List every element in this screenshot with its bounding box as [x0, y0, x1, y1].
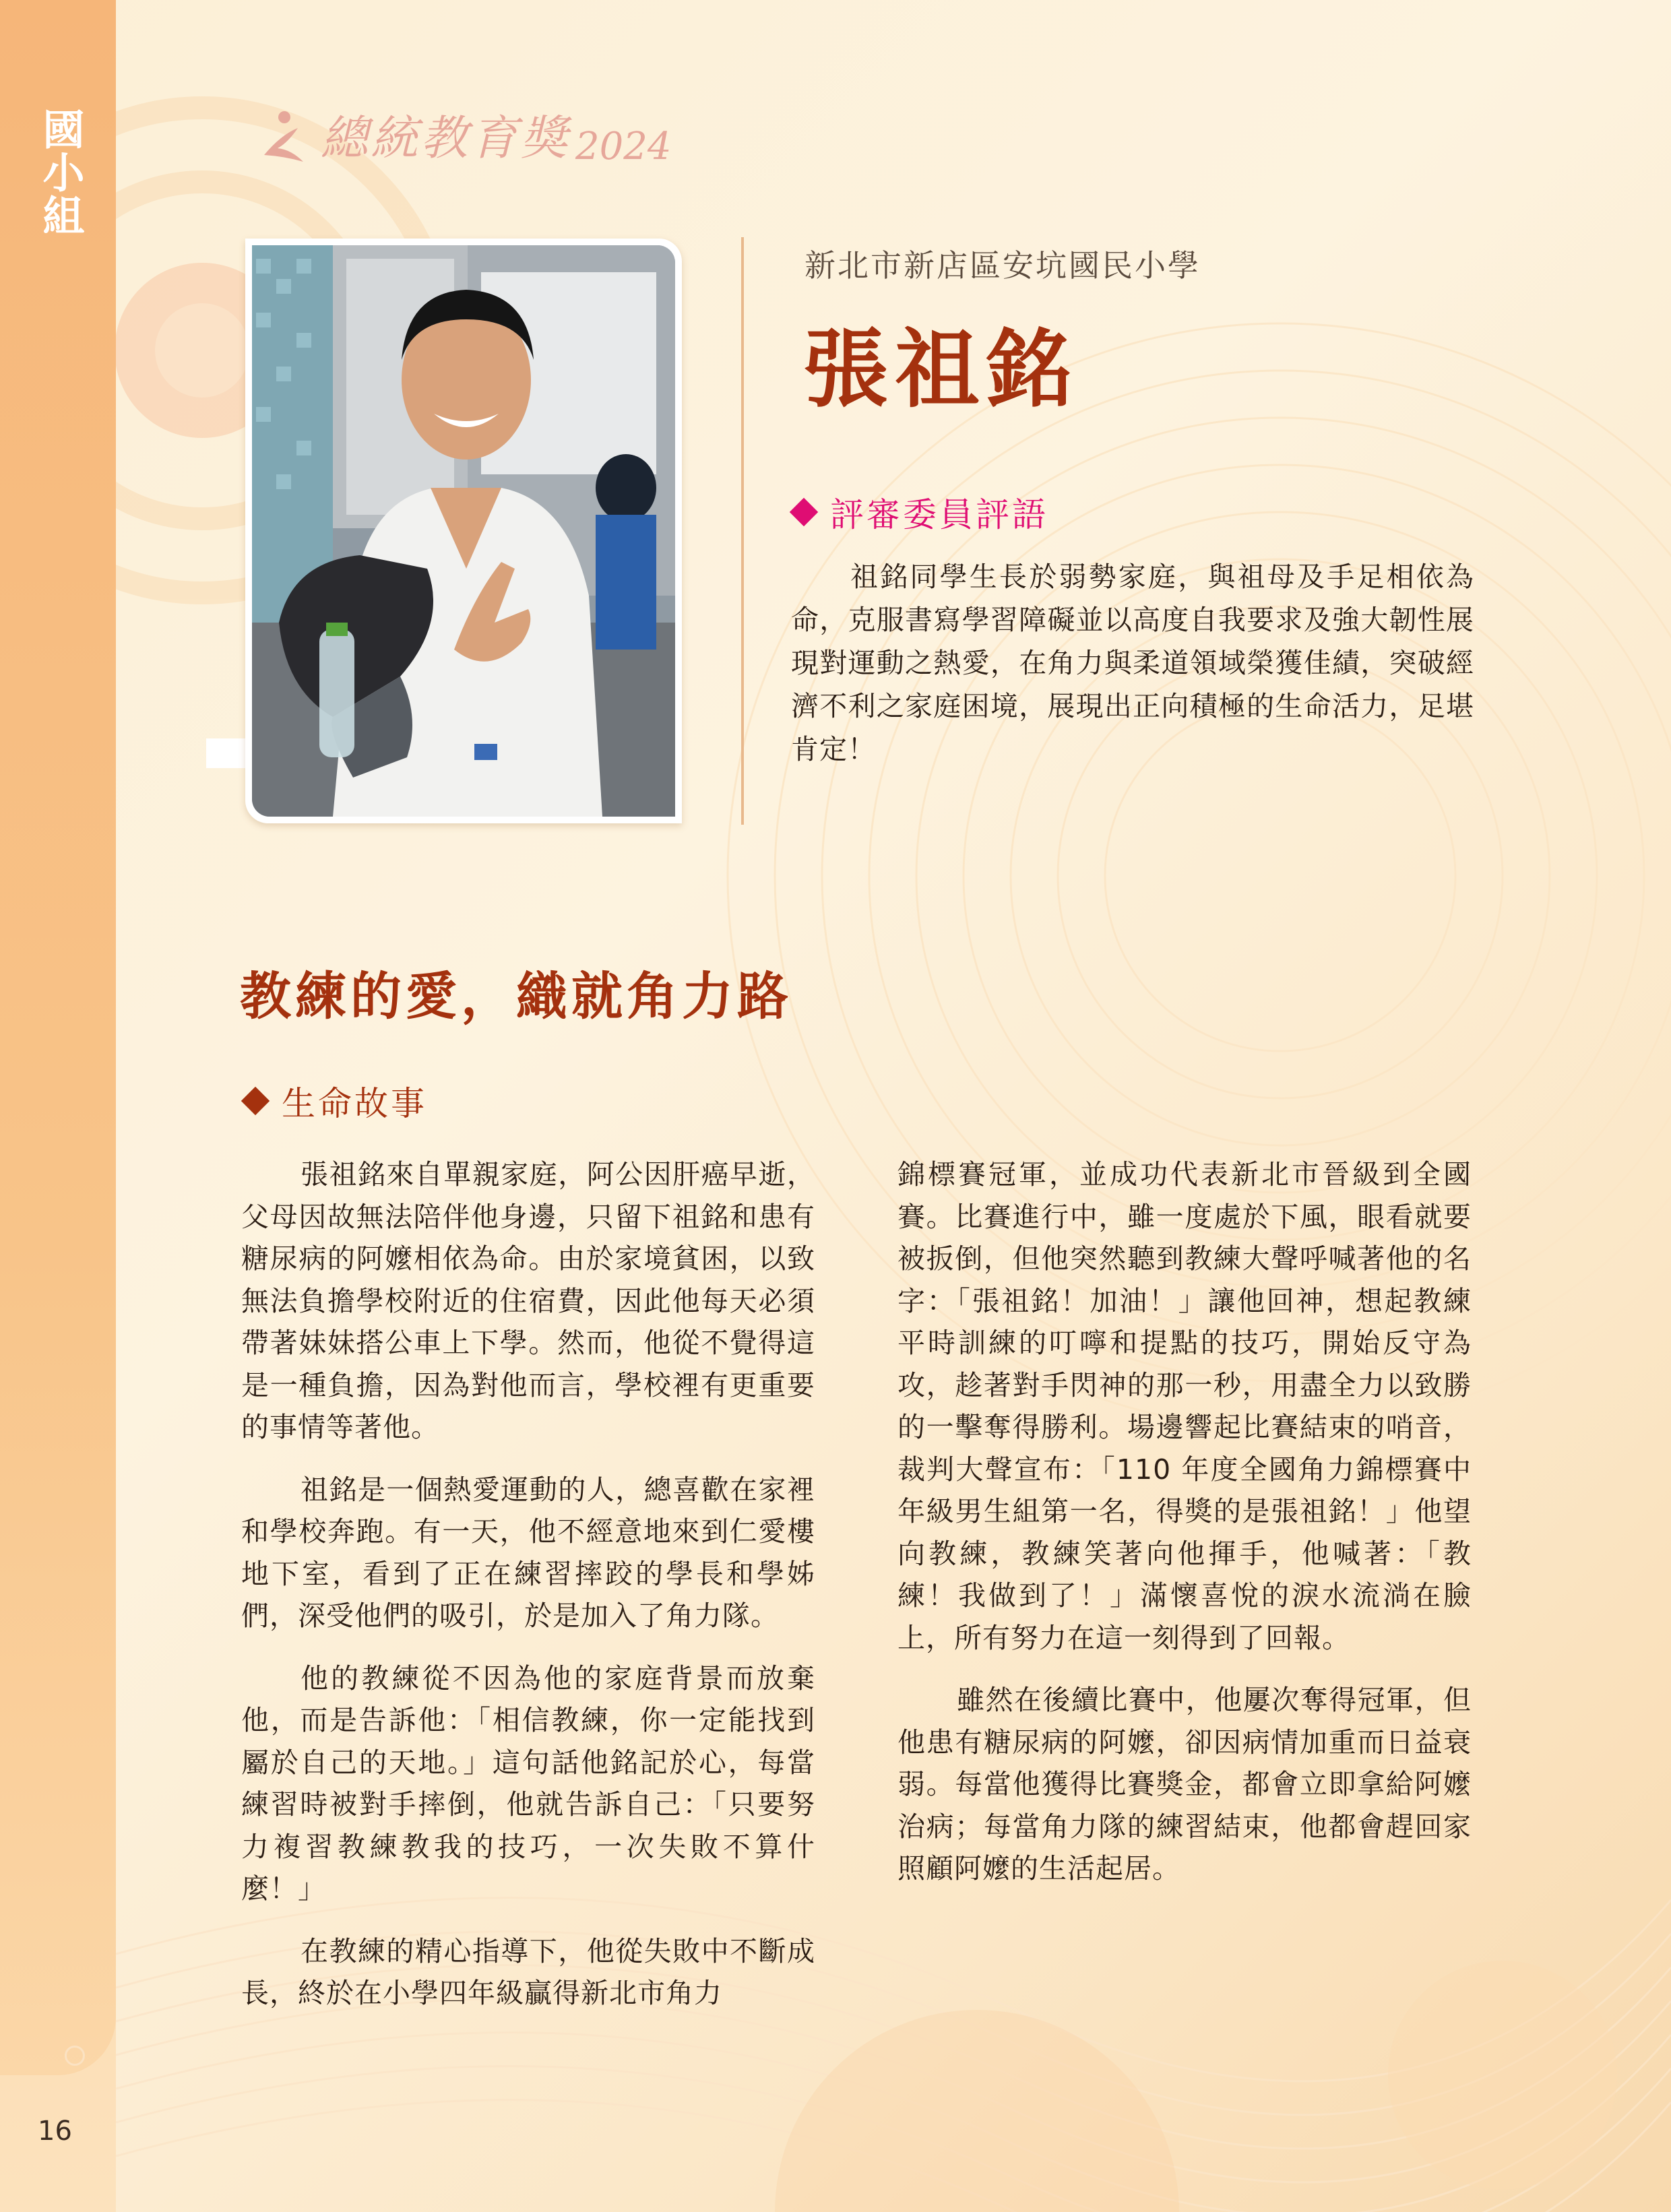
category-tab-band	[0, 0, 116, 2075]
story-paragraph: 祖銘是一個熱愛運動的人，總喜歡在家裡和學校奔跑。有一天，他不經意地來到仁愛樓地下室，看到了正在練習摔跤的學長和學姊們，深受他們的吸引，於是加入了角力隊。	[241, 1473, 815, 1632]
category-tab-label: 國小組	[36, 108, 85, 237]
story-paragraph: 張祖銘來自單親家庭，阿公因肝癌早逝，父母因故無法陪伴他身邊，只留下祖銘和患有糖尿病的阿嬤相依為命。由於家境貧困，以致無法負擔學校附近的住宿費，因此他每天必須帶著妹妹搭公車上下學。然而，他從不覺得這是一種負擔，因為對他而言，學校裡有更重要的事情等著他。	[241, 1158, 815, 1443]
award-logo	[251, 101, 672, 168]
story-paragraph: 雖然在後續比賽中，他屢次奪得冠軍，但他患有糖尿病的阿嬤，卻因病情加重而日益衰弱。每當他獲得比賽獎金，都會立即拿給阿嬤治病；每當角力隊的練習結束，他都會趕回家照顧阿嬤的生活起居。	[897, 1684, 1472, 1885]
story-heading	[245, 1077, 427, 1125]
story-paragraph: 錦標賽冠軍，並成功代表新北市晉級到全國賽。比賽進行中，雖一度處於下風，眼看就要被扳倒，但他突然聽到教練大聲呼喊著他的名字：「張祖銘！加油！」讓他回神，想起教練平時訓練的叮嚀和提點的技巧，開始反守為攻，趁著對手閃神的那一秒，用盡全力以致勝的一擊奪得勝利。場邊響起比賽結束的哨音，裁判大聲宣布：「110 年度全國角力錦標賽中年級男生組第一名，得獎的是張祖銘！」他望向教練，教練笑著向他揮手，他喊著：「教練！我做到了！」滿懷喜悅的淚水流淌在臉上，所有努力在這一刻得到了回報。	[897, 1158, 1472, 1654]
diamond-bullet-icon	[790, 498, 818, 526]
story-paragraph: 在教練的精心指導下，他從失敗中不斷成長，終於在小學四年級贏得新北市角力	[241, 1934, 815, 2009]
review-heading	[794, 488, 1048, 536]
diamond-bullet-icon	[241, 1087, 270, 1115]
student-photo-icon	[252, 245, 675, 817]
story-paragraph: 他的教練從不因為他的家庭背景而放棄他，而是告訴他：「相信教練，你一定能找到屬於自己的天地。」這句話他銘記於心，每當練習時被對手摔倒，他就告訴自己：「只要努力複習教練教我的技巧，一次失敗不算什麼！」	[241, 1662, 815, 1905]
story-column-left	[241, 1154, 815, 2035]
photo-tab-decoration	[206, 738, 247, 768]
logo-year: 2024	[575, 125, 672, 168]
page-number: 16	[38, 2116, 72, 2147]
story-subtitle: 生命故事	[282, 1084, 427, 1123]
student-photo-frame	[245, 239, 682, 823]
review-title: 評審委員評語	[830, 495, 1048, 534]
ring-decoration	[65, 2046, 85, 2066]
story-title: 教練的愛，織就角力路	[240, 966, 792, 1026]
student-photo	[252, 245, 675, 817]
logo-text: 總統教育獎	[321, 110, 570, 166]
review-text: 祖銘同學生長於弱勢家庭，與祖母及手足相依為命，克服書寫學習障礙並以高度自我要求及強大韌性展現對運動之熱愛，在角力與柔道領域榮獲佳績，突破經濟不利之家庭困境，展現出正向積極的生命活力，足堪肯定！	[791, 561, 1474, 765]
story-column-right	[897, 1154, 1472, 1910]
student-name: 張祖銘	[803, 320, 1078, 419]
school-name: 新北市新店區安坑國民小學	[805, 247, 1201, 284]
running-figure-icon	[251, 108, 311, 168]
vertical-divider	[741, 237, 744, 825]
